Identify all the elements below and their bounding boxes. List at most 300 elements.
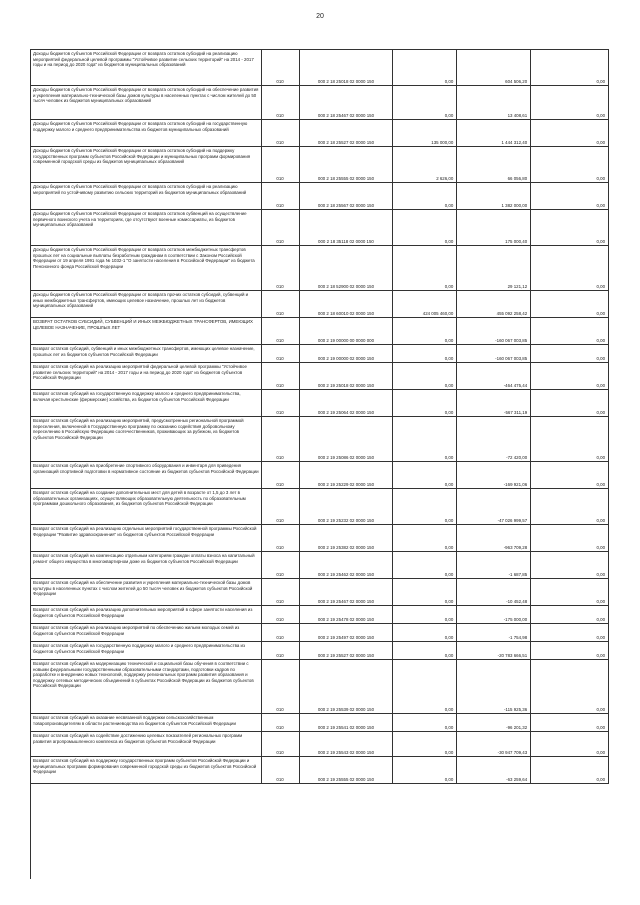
row-percent-value: 0,00 bbox=[596, 572, 606, 577]
row-description: Возврат остатков субсидий на приобретение спортивного оборудования и инвентаря для приведения организаций спортивной подготовки в нормативное состояние из бюджетов субъектов Российской Федерации bbox=[31, 462, 262, 488]
row-budget-code-cell bbox=[300, 552, 394, 578]
row-plan-value: 0,00 bbox=[444, 635, 454, 640]
row-percent-value-cell bbox=[531, 757, 609, 783]
row-percent-value-cell bbox=[531, 624, 609, 641]
row-admin-code-cell bbox=[262, 417, 300, 461]
table-row bbox=[31, 120, 609, 147]
row-admin-code: 010 bbox=[276, 482, 284, 487]
row-budget-code-cell bbox=[300, 291, 394, 317]
row-percent-value: 0,00 bbox=[596, 482, 606, 487]
row-plan-value-cell bbox=[393, 363, 457, 389]
row-admin-code: 010 bbox=[276, 383, 284, 388]
row-plan-value: 0,00 bbox=[444, 653, 454, 658]
row-executed-value-cell bbox=[457, 210, 531, 245]
row-percent-value: 0,00 bbox=[596, 140, 606, 145]
row-executed-value-cell bbox=[457, 579, 531, 605]
row-percent-value: 0,00 bbox=[596, 239, 606, 244]
row-description: Возврат остатков субсидий на создание дополнительных мест для детей в возрасте от 1,5 до 3 лет в образовательных организациях, осуществляющих образовательную деятельность по образовательным программам дошкольного образования, из бюджетов субъектов Российской Федерации bbox=[31, 489, 262, 524]
row-description: Возврат остатков субсидий на реализацию мероприятий по обеспечению жильем молодых семей из бюджетов субъектов Российской Федерации bbox=[31, 624, 262, 641]
row-budget-code-cell bbox=[300, 732, 394, 756]
row-plan-value-cell bbox=[393, 120, 457, 146]
row-plan-value-cell bbox=[393, 210, 457, 245]
row-description: Возврат остатков субсидий на обеспечение развития и укрепления материально-технической базы домов культуры в населенных пунктах с числом жителей до 50 тысяч человек из бюджетов субъектов Российской Федерации bbox=[31, 579, 262, 605]
row-budget-code: 000 2 19 25527 02 0000 150 bbox=[317, 653, 375, 658]
row-budget-code-cell bbox=[300, 525, 394, 551]
row-plan-value: 0,00 bbox=[444, 113, 454, 118]
row-percent-value: 0,00 bbox=[596, 777, 606, 782]
row-percent-value-cell bbox=[531, 246, 609, 290]
row-executed-value: -96 201,32 bbox=[506, 725, 528, 730]
row-plan-value-cell bbox=[393, 489, 457, 524]
row-budget-code: 000 2 19 25018 02 0000 150 bbox=[317, 383, 375, 388]
row-budget-code: 000 2 18 25527 02 0000 150 bbox=[317, 140, 375, 145]
row-plan-value-cell bbox=[393, 318, 457, 344]
row-budget-code: 000 2 19 25229 02 0000 150 bbox=[317, 482, 375, 487]
row-percent-value-cell bbox=[531, 291, 609, 317]
row-percent-value: 0,00 bbox=[596, 725, 606, 730]
row-percent-value-cell bbox=[531, 210, 609, 245]
row-budget-code: 000 2 19 25478 02 0000 150 bbox=[317, 617, 375, 622]
table-row bbox=[31, 147, 609, 183]
row-plan-value: 0,00 bbox=[444, 410, 454, 415]
row-executed-value: -464 475,44 bbox=[503, 383, 528, 388]
table-row bbox=[31, 624, 609, 642]
row-percent-value: 0,00 bbox=[596, 410, 606, 415]
row-plan-value-cell bbox=[393, 732, 457, 756]
row-executed-value: 1 382 000,00 bbox=[501, 203, 528, 208]
row-budget-code: 000 2 19 25555 02 0000 150 bbox=[317, 777, 375, 782]
row-percent-value-cell bbox=[531, 86, 609, 119]
row-executed-value: 66 056,80 bbox=[507, 176, 528, 181]
row-plan-value: 0,00 bbox=[444, 203, 454, 208]
row-executed-value: 1 444 312,40 bbox=[501, 140, 528, 145]
row-executed-value: -115 925,36 bbox=[504, 707, 528, 712]
row-executed-value-cell bbox=[457, 246, 531, 290]
row-budget-code-cell bbox=[300, 363, 394, 389]
row-plan-value: 0,00 bbox=[444, 777, 454, 782]
row-executed-value: -169 921,06 bbox=[503, 482, 528, 487]
row-admin-code-cell bbox=[262, 183, 300, 209]
row-executed-value: 455 092 258,42 bbox=[496, 311, 528, 316]
row-budget-code: 000 2 18 25567 02 0000 150 bbox=[317, 203, 375, 208]
budget-table bbox=[30, 49, 609, 879]
table-row bbox=[31, 291, 609, 318]
row-plan-value: 0,00 bbox=[444, 338, 454, 343]
row-executed-value-cell bbox=[457, 318, 531, 344]
row-budget-code-cell bbox=[300, 462, 394, 488]
row-admin-code: 010 bbox=[276, 113, 284, 118]
row-executed-value-cell bbox=[457, 86, 531, 119]
row-percent-value-cell bbox=[531, 732, 609, 756]
row-plan-value-cell bbox=[393, 183, 457, 209]
row-percent-value-cell bbox=[531, 525, 609, 551]
row-executed-value: -30 947 709,43 bbox=[497, 750, 528, 755]
row-percent-value: 0,00 bbox=[596, 176, 606, 181]
row-budget-code: 000 2 19 25232 02 0000 150 bbox=[317, 518, 375, 523]
row-admin-code-cell bbox=[262, 318, 300, 344]
row-budget-code: 000 2 19 25541 02 0000 150 bbox=[317, 725, 375, 730]
row-plan-value-cell bbox=[393, 462, 457, 488]
row-admin-code: 010 bbox=[276, 707, 284, 712]
row-budget-code-cell bbox=[300, 183, 394, 209]
table-row bbox=[31, 757, 609, 784]
row-plan-value-cell bbox=[393, 50, 457, 85]
row-budget-code: 000 2 19 25086 02 0000 150 bbox=[317, 455, 375, 460]
row-executed-value: -160 067 003,85 bbox=[495, 338, 528, 343]
row-percent-value: 0,00 bbox=[596, 383, 606, 388]
row-admin-code: 010 bbox=[276, 599, 284, 604]
table-row bbox=[31, 86, 609, 120]
row-admin-code-cell bbox=[262, 462, 300, 488]
row-executed-value: 604 506,20 bbox=[505, 79, 528, 84]
row-admin-code-cell bbox=[262, 579, 300, 605]
row-budget-code: 000 2 18 25467 02 0000 150 bbox=[317, 113, 375, 118]
row-executed-value-cell bbox=[457, 525, 531, 551]
row-executed-value: -160 067 003,85 bbox=[495, 356, 528, 361]
row-description: Доходы бюджетов субъектов Российской Федерации от возврата остатков субсидий на государственную поддержку малого и среднего предпринимательства из бюджетов муниципальных образований bbox=[31, 120, 262, 146]
row-description: Возврат остатков субсидий на поддержку государственных программ субъектов Российской Федерации и муниципальных программ формирования современной городской среды из бюджетов субъектов Российской Федерации bbox=[31, 757, 262, 783]
row-plan-value: 135 000,00 bbox=[431, 140, 454, 145]
row-description: Доходы бюджетов субъектов Российской Федерации от возврата прочих остатков субсидий, субвенций и иных межбюджетных трансфертов, имеющих целевое назначение, прошлых лет из бюджетов муниципальных образований bbox=[31, 291, 262, 317]
row-executed-value: -963 709,28 bbox=[503, 545, 528, 550]
row-admin-code-cell bbox=[262, 246, 300, 290]
row-percent-value-cell bbox=[531, 50, 609, 85]
row-executed-value: -175 000,00 bbox=[503, 617, 528, 622]
row-description: Возврат остатков субсидий на реализацию мероприятий федеральной целевой программы "Устойчивое развитие сельских территорий" на 2014 - 2017 годы и на период до 2020 года" из бюджетов субъектов Российской Федерации bbox=[31, 363, 262, 389]
row-description: Доходы бюджетов субъектов Российской Федерации от возврата остатков субвенций на осуществление первичного воинского учета на территориях, где отсутствуют военные комиссариаты, из бюджетов муниципальных образований bbox=[31, 210, 262, 245]
row-plan-value-cell bbox=[393, 624, 457, 641]
row-budget-code-cell bbox=[300, 50, 394, 85]
row-plan-value-cell bbox=[393, 606, 457, 623]
table-row bbox=[31, 714, 609, 732]
row-executed-value-cell bbox=[457, 757, 531, 783]
row-percent-value: 0,00 bbox=[596, 284, 606, 289]
row-percent-value-cell bbox=[531, 318, 609, 344]
row-admin-code-cell bbox=[262, 291, 300, 317]
row-admin-code-cell bbox=[262, 714, 300, 731]
row-budget-code-cell bbox=[300, 624, 394, 641]
row-percent-value: 0,00 bbox=[596, 356, 606, 361]
table-row bbox=[31, 642, 609, 660]
row-executed-value-cell bbox=[457, 120, 531, 146]
row-executed-value-cell bbox=[457, 489, 531, 524]
row-budget-code: 000 2 19 25064 02 0000 150 bbox=[317, 410, 375, 415]
row-budget-code-cell bbox=[300, 86, 394, 119]
row-admin-code-cell bbox=[262, 363, 300, 389]
row-description: ВОЗВРАТ ОСТАТКОВ СУБСИДИЙ, СУБВЕНЦИЙ И ИНЫХ МЕЖБЮДЖЕТНЫХ ТРАНСФЕРТОВ, ИМЕЮЩИХ ЦЕЛЕВОЕ НАЗНАЧЕНИЕ, ПРОШЛЫХ ЛЕТ bbox=[31, 318, 262, 344]
row-percent-value-cell bbox=[531, 363, 609, 389]
row-admin-code: 010 bbox=[276, 338, 284, 343]
row-admin-code-cell bbox=[262, 624, 300, 641]
row-budget-code-cell bbox=[300, 417, 394, 461]
row-description: Возврат остатков субсидий на компенсацию отдельным категориям граждан оплаты взноса на капитальный ремонт общего имущества в многоквартирном доме из бюджетов субъектов Российской Федерации bbox=[31, 552, 262, 578]
row-description: Возврат остатков субсидий, субвенций и иных межбюджетных трансфертов, имеющих целевое назначение, прошлых лет из бюджетов субъектов Российской Федерации bbox=[31, 345, 262, 362]
row-admin-code: 010 bbox=[276, 725, 284, 730]
row-admin-code-cell bbox=[262, 147, 300, 182]
row-executed-value: 175 000,40 bbox=[505, 239, 528, 244]
row-executed-value-cell bbox=[457, 363, 531, 389]
row-budget-code-cell bbox=[300, 120, 394, 146]
row-executed-value: 29 121,12 bbox=[507, 284, 528, 289]
row-budget-code-cell bbox=[300, 345, 394, 362]
row-admin-code: 010 bbox=[276, 545, 284, 550]
row-budget-code-cell bbox=[300, 246, 394, 290]
row-admin-code-cell bbox=[262, 552, 300, 578]
row-description: Доходы бюджетов субъектов Российской Федерации от возврата остатков субсидий на поддержку государственных программ субъектов Российской Федерации и муниципальных программ формирования современной городской среды из бюджетов муниципальных образований bbox=[31, 147, 262, 182]
row-admin-code-cell bbox=[262, 660, 300, 713]
table-row bbox=[31, 606, 609, 624]
table-row bbox=[31, 552, 609, 579]
row-percent-value: 0,00 bbox=[596, 338, 606, 343]
row-executed-value-cell bbox=[457, 390, 531, 416]
row-description: Доходы бюджетов субъектов Российской Федерации от возврата остатков субсидий на обеспечение развития и укрепления материально-технической базы домов культуры в населенных пунктах с числом жителей до 50 тысяч человек из бюджетов муниципальных образований bbox=[31, 86, 262, 119]
row-description: Доходы бюджетов субъектов Российской Федерации от возврата остатков межбюджетных трансфертов прошлых лет на социальные выплаты безработным гражданам в соответствии с Законом Российской Федерации от 19 апреля 1991 года № 1032-1 "О занятости населения в Российской Федерации" из бюджета Пенсионного фонда Российской Федерации bbox=[31, 246, 262, 290]
row-budget-code: 000 2 19 00000 00 0000 000 bbox=[317, 338, 375, 343]
row-admin-code: 010 bbox=[276, 572, 284, 577]
row-budget-code-cell bbox=[300, 714, 394, 731]
row-executed-value-cell bbox=[457, 732, 531, 756]
row-percent-value: 0,00 bbox=[596, 617, 606, 622]
row-description: Возврат остатков субсидий на модернизацию технической и социальной базы обучения в соответствии с новыми федеральными государственными образовательными стандартами, подготовки кадров по разработке и внедрению новых технологий, поддержку региональных программ развития образования и поддержку сетевых методических объединений в субъектах Российской Федерации из бюджетов субъектов Российской Федерации bbox=[31, 660, 262, 713]
row-plan-value-cell bbox=[393, 714, 457, 731]
row-executed-value: -1 754,98 bbox=[508, 635, 528, 640]
row-plan-value: 424 005 460,00 bbox=[422, 311, 454, 316]
table-row bbox=[31, 183, 609, 210]
row-plan-value: 0,00 bbox=[444, 617, 454, 622]
row-admin-code: 010 bbox=[276, 284, 284, 289]
row-plan-value-cell bbox=[393, 642, 457, 659]
row-percent-value: 0,00 bbox=[596, 113, 606, 118]
row-budget-code: 000 2 18 35118 02 0000 150 bbox=[318, 239, 374, 244]
table-row bbox=[31, 660, 609, 714]
row-description: Возврат остатков субсидий на реализацию мероприятий, предусмотренных региональной программой переселения, включенной в Государственную программу по оказанию содействия добровольному переселению в Российскую Федерацию соотечественников, проживающих за рубежом, из бюджетов субъектов Российской Федерации bbox=[31, 417, 262, 461]
row-admin-code-cell bbox=[262, 50, 300, 85]
row-plan-value: 0,00 bbox=[444, 383, 454, 388]
row-percent-value-cell bbox=[531, 147, 609, 182]
row-percent-value: 0,00 bbox=[596, 707, 606, 712]
row-executed-value: 13 408,61 bbox=[507, 113, 528, 118]
row-admin-code: 010 bbox=[276, 239, 284, 244]
row-percent-value-cell bbox=[531, 642, 609, 659]
row-admin-code: 010 bbox=[276, 140, 284, 145]
row-admin-code-cell bbox=[262, 732, 300, 756]
row-percent-value: 0,00 bbox=[596, 79, 606, 84]
table-row bbox=[31, 363, 609, 390]
row-admin-code: 010 bbox=[276, 653, 284, 658]
row-percent-value: 0,00 bbox=[596, 203, 606, 208]
row-executed-value: -10 452,48 bbox=[506, 599, 528, 604]
row-plan-value-cell bbox=[393, 660, 457, 713]
row-executed-value-cell bbox=[457, 345, 531, 362]
row-plan-value-cell bbox=[393, 552, 457, 578]
row-budget-code: 000 2 19 25543 02 0000 150 bbox=[317, 750, 375, 755]
row-executed-value-cell bbox=[457, 462, 531, 488]
row-executed-value-cell bbox=[457, 50, 531, 85]
row-admin-code-cell bbox=[262, 642, 300, 659]
row-plan-value-cell bbox=[393, 246, 457, 290]
row-budget-code-cell bbox=[300, 579, 394, 605]
row-percent-value-cell bbox=[531, 120, 609, 146]
row-admin-code: 010 bbox=[276, 176, 284, 181]
row-percent-value-cell bbox=[531, 390, 609, 416]
row-budget-code: 000 2 19 00000 02 0000 150 bbox=[317, 356, 375, 361]
row-admin-code: 010 bbox=[276, 203, 284, 208]
row-admin-code-cell bbox=[262, 345, 300, 362]
row-admin-code: 010 bbox=[276, 356, 284, 361]
row-executed-value-cell bbox=[457, 642, 531, 659]
table-row bbox=[31, 50, 609, 86]
row-executed-value-cell bbox=[457, 552, 531, 578]
row-plan-value-cell bbox=[393, 147, 457, 182]
row-budget-code: 000 2 18 60010 02 0000 150 bbox=[317, 311, 375, 316]
row-plan-value-cell bbox=[393, 579, 457, 605]
row-description: Возврат остатков субсидий на реализацию отдельных мероприятий государственной программы Российской Федерации "Развитие здравоохранения" из бюджетов субъектов Российской Федерации bbox=[31, 525, 262, 551]
table-row bbox=[31, 732, 609, 757]
row-percent-value-cell bbox=[531, 417, 609, 461]
row-budget-code: 000 2 19 25382 02 0000 150 bbox=[317, 545, 375, 550]
row-admin-code: 010 bbox=[276, 617, 284, 622]
row-plan-value: 2 626,00 bbox=[436, 176, 454, 181]
row-admin-code: 010 bbox=[276, 79, 284, 84]
row-percent-value-cell bbox=[531, 660, 609, 713]
row-admin-code-cell bbox=[262, 525, 300, 551]
row-plan-value: 0,00 bbox=[444, 707, 454, 712]
row-admin-code: 010 bbox=[276, 635, 284, 640]
table-row bbox=[31, 417, 609, 462]
row-plan-value: 0,00 bbox=[444, 455, 454, 460]
row-executed-value: -567 311,19 bbox=[504, 410, 528, 415]
row-executed-value: -72 420,00 bbox=[506, 455, 528, 460]
row-percent-value: 0,00 bbox=[596, 311, 606, 316]
row-plan-value: 0,00 bbox=[444, 572, 454, 577]
row-executed-value-cell bbox=[457, 147, 531, 182]
row-plan-value-cell bbox=[393, 390, 457, 416]
table-row bbox=[31, 246, 609, 291]
row-budget-code: 000 2 19 25497 02 0000 150 bbox=[317, 635, 375, 640]
row-admin-code: 010 bbox=[276, 777, 284, 782]
row-admin-code: 010 bbox=[276, 518, 284, 523]
row-admin-code: 010 bbox=[276, 410, 284, 415]
row-percent-value: 0,00 bbox=[596, 518, 606, 523]
row-admin-code-cell bbox=[262, 86, 300, 119]
table-row bbox=[31, 318, 609, 345]
row-executed-value-cell bbox=[457, 291, 531, 317]
row-admin-code-cell bbox=[262, 757, 300, 783]
row-percent-value: 0,00 bbox=[596, 455, 606, 460]
row-budget-code-cell bbox=[300, 757, 394, 783]
row-budget-code-cell bbox=[300, 390, 394, 416]
row-admin-code: 010 bbox=[276, 311, 284, 316]
row-budget-code: 000 2 19 25467 02 0000 150 bbox=[317, 599, 375, 604]
row-description: Доходы бюджетов субъектов Российской Федерации от возврата остатков субсидий на реализацию мероприятий федеральной целевой программы "Устойчивое развитие сельских территорий" на 2014 - 2017 годы и на период до 2020 года" из бюджетов муниципальных образований bbox=[31, 50, 262, 85]
row-admin-code-cell bbox=[262, 390, 300, 416]
row-executed-value: -1 687,85 bbox=[508, 572, 528, 577]
row-description: Возврат остатков субсидий на содействие достижению целевых показателей региональных программ развития агропромышленного комплекса из бюджетов субъектов Российской Федерации bbox=[31, 732, 262, 756]
row-plan-value: 0,00 bbox=[444, 750, 454, 755]
row-description: Возврат остатков субсидий на государственную поддержку малого и среднего предпринимательства из бюджетов субъектов Российской Федерации bbox=[31, 642, 262, 659]
row-budget-code: 000 2 18 25555 02 0000 150 bbox=[317, 176, 375, 181]
row-plan-value-cell bbox=[393, 525, 457, 551]
row-plan-value: 0,00 bbox=[444, 284, 454, 289]
row-plan-value-cell bbox=[393, 417, 457, 461]
table-row bbox=[31, 525, 609, 552]
row-budget-code-cell bbox=[300, 489, 394, 524]
row-plan-value-cell bbox=[393, 345, 457, 362]
row-description: Возврат остатков субсидий на оказание несвязанной поддержки сельскохозяйственным товаропроизводителям в области растениеводства из бюджетов субъектов Российской Федерации bbox=[31, 714, 262, 731]
row-plan-value: 0,00 bbox=[444, 518, 454, 523]
row-executed-value: -63 259,64 bbox=[506, 777, 528, 782]
table-row bbox=[31, 210, 609, 246]
row-admin-code: 010 bbox=[276, 455, 284, 460]
row-budget-code: 000 2 19 25462 02 0000 150 bbox=[317, 572, 375, 577]
row-plan-value-cell bbox=[393, 757, 457, 783]
row-percent-value: 0,00 bbox=[596, 545, 606, 550]
row-executed-value: -47 026 999,57 bbox=[497, 518, 528, 523]
row-budget-code-cell bbox=[300, 606, 394, 623]
row-description: Доходы бюджетов субъектов Российской Федерации от возврата остатков субсидий на реализацию мероприятий по устойчивому развитию сельских территорий из бюджетов муниципальных образований bbox=[31, 183, 262, 209]
row-plan-value: 0,00 bbox=[444, 356, 454, 361]
row-description: Возврат остатков субсидий на реализацию дополнительных мероприятий в сфере занятости населения из бюджетов субъектов Российской Федерации bbox=[31, 606, 262, 623]
row-executed-value-cell bbox=[457, 183, 531, 209]
row-plan-value: 0,00 bbox=[444, 725, 454, 730]
row-executed-value-cell bbox=[457, 714, 531, 731]
row-plan-value-cell bbox=[393, 86, 457, 119]
table-row bbox=[31, 489, 609, 525]
row-percent-value: 0,00 bbox=[596, 635, 606, 640]
row-percent-value: 0,00 bbox=[596, 599, 606, 604]
row-budget-code-cell bbox=[300, 318, 394, 344]
row-percent-value: 0,00 bbox=[596, 750, 606, 755]
table-row bbox=[31, 462, 609, 489]
row-percent-value-cell bbox=[531, 462, 609, 488]
row-budget-code-cell bbox=[300, 642, 394, 659]
row-plan-value: 0,00 bbox=[444, 482, 454, 487]
row-admin-code-cell bbox=[262, 606, 300, 623]
row-percent-value-cell bbox=[531, 345, 609, 362]
row-percent-value-cell bbox=[531, 579, 609, 605]
row-percent-value: 0,00 bbox=[596, 653, 606, 658]
row-percent-value-cell bbox=[531, 552, 609, 578]
table-row bbox=[31, 345, 609, 363]
page-number: 20 bbox=[316, 13, 324, 20]
row-executed-value-cell bbox=[457, 660, 531, 713]
row-budget-code-cell bbox=[300, 210, 394, 245]
table-row bbox=[31, 579, 609, 606]
row-plan-value: 0,00 bbox=[444, 599, 454, 604]
row-admin-code-cell bbox=[262, 210, 300, 245]
row-plan-value: 0,00 bbox=[444, 239, 454, 244]
row-admin-code: 010 bbox=[276, 750, 284, 755]
row-admin-code-cell bbox=[262, 489, 300, 524]
row-budget-code-cell bbox=[300, 660, 394, 713]
row-executed-value: -20 783 666,51 bbox=[497, 653, 528, 658]
row-plan-value-cell bbox=[393, 291, 457, 317]
row-executed-value-cell bbox=[457, 606, 531, 623]
row-plan-value: 0,00 bbox=[444, 545, 454, 550]
row-admin-code-cell bbox=[262, 120, 300, 146]
row-budget-code: 000 2 18 25018 02 0000 150 bbox=[317, 79, 375, 84]
row-executed-value-cell bbox=[457, 624, 531, 641]
row-budget-code-cell bbox=[300, 147, 394, 182]
row-percent-value-cell bbox=[531, 606, 609, 623]
row-percent-value-cell bbox=[531, 714, 609, 731]
table-row bbox=[31, 390, 609, 417]
row-executed-value-cell bbox=[457, 417, 531, 461]
row-description: Возврат остатков субсидий на государственную поддержку малого и среднего предпринимательства, включая крестьянские (фермерские) хозяйства, из бюджетов субъектов Российской Федерации bbox=[31, 390, 262, 416]
row-budget-code: 000 2 19 25539 02 0000 150 bbox=[317, 707, 375, 712]
row-percent-value-cell bbox=[531, 489, 609, 524]
row-budget-code: 000 2 18 52900 02 0000 150 bbox=[317, 284, 375, 289]
